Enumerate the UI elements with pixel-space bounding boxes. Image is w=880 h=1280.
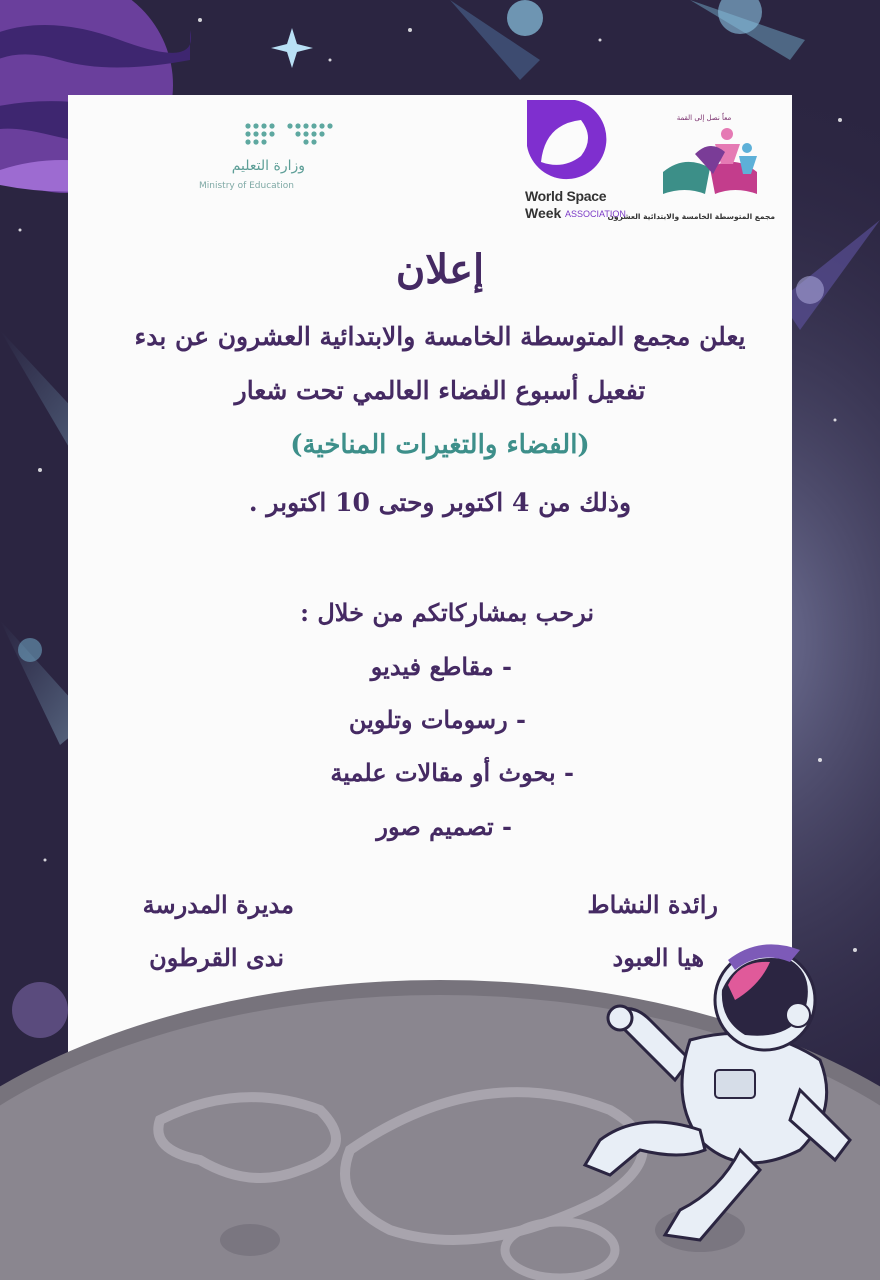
announcement-line-1: يعلن مجمع المتوسطة الخامسة والابتدائية العشرون عن بدء <box>134 322 746 351</box>
activity-leader-role: رائدة النشاط <box>587 890 718 919</box>
participation-item: - مقاطع فيديو <box>370 652 512 681</box>
school-logo <box>607 112 775 232</box>
participation-intro: نرحب بمشاركاتكم من خلال : <box>300 598 594 627</box>
activity-leader-name: هيا العبود <box>612 943 704 972</box>
participation-item: - تصميم صور <box>376 812 512 841</box>
wsw-title-line2: Week <box>525 205 562 221</box>
wsw-title-line1: World Space <box>525 188 607 204</box>
principal-role: مديرة المدرسة <box>142 890 294 919</box>
announcement-title: إعلان <box>395 246 485 293</box>
school-name: مجمع المتوسطة الخامسة والابتدائية العشرون <box>607 212 775 221</box>
principal-name: ندى القرطون <box>149 943 284 972</box>
ministry-name-en: Ministry of Education <box>199 181 294 191</box>
ministry-name-ar: وزارة التعليم <box>231 158 305 174</box>
world-space-week-logo <box>523 98 633 223</box>
world-space-week-icon <box>525 98 617 186</box>
announcement-line-2: تفعيل أسبوع الفضاء العالمي تحت شعار <box>234 376 646 405</box>
announcement-slogan: (الفضاء والتغيرات المناخية) <box>290 430 590 460</box>
participation-item: - رسومات وتلوين <box>348 705 526 734</box>
announcement-dates: وذلك من 4 اكتوبر وحتى 10 اكتوبر . <box>248 488 632 517</box>
participation-item: - بحوث أو مقالات علمية <box>330 758 574 787</box>
ministry-of-education-logo <box>195 120 305 195</box>
school-motto: معاً نصل إلى القمة <box>676 114 732 122</box>
wsw-association: ASSOCIATION <box>565 209 626 219</box>
ministry-dots-icon <box>243 120 338 152</box>
school-emblem-icon <box>655 124 765 214</box>
